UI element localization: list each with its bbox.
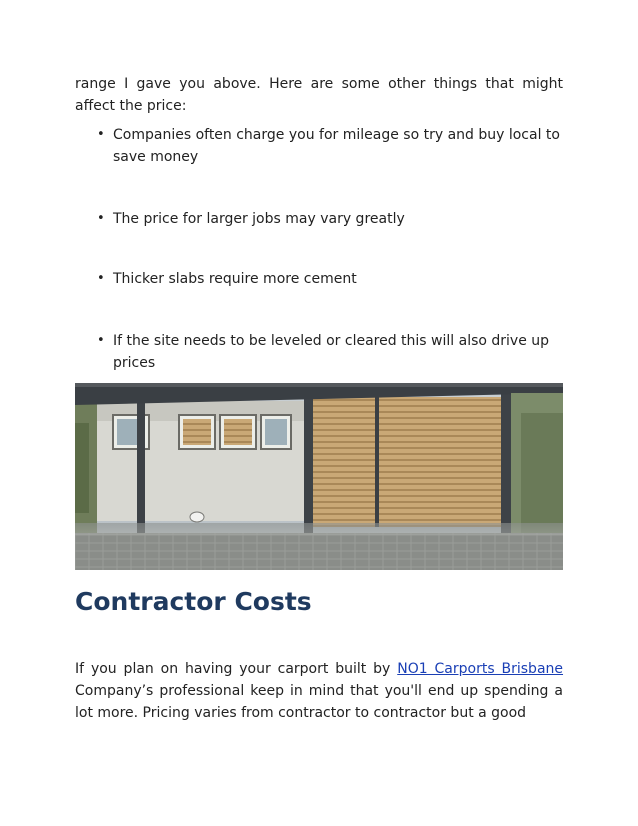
paragraph-text-before-link: If you plan on having your carport built by — [75, 661, 398, 677]
contractor-paragraph — [75, 658, 563, 724]
carports-brisbane-link[interactable]: NO1 Carports Brisbane — [397, 661, 564, 677]
carport-photo — [75, 383, 563, 570]
list-item — [75, 208, 563, 230]
intro-paragraph: range I gave you above. Here are some other things that might affect the price: — [75, 76, 563, 114]
bullet-icon: • — [97, 271, 105, 286]
list-item-text: Companies often charge you for mileage so try and buy local to save money — [113, 127, 560, 165]
list-item-text: If the site needs to be leveled or cleared this will also drive up prices — [113, 333, 550, 371]
list-item — [75, 124, 563, 168]
bullet-icon: • — [97, 127, 105, 142]
bullet-icon: • — [97, 211, 105, 226]
bullet-icon: • — [97, 333, 105, 348]
list-item-text: Thicker slabs require more cement — [113, 271, 357, 287]
list-item — [75, 330, 563, 374]
list-item — [75, 268, 563, 290]
paragraph-text-after-link: Company’s professional keep in mind that you'll end up spending a lot more. Pricing varies from contractor to contractor but a good — [75, 683, 563, 721]
list-item-text: The price for larger jobs may vary greatly — [113, 211, 405, 227]
section-heading: Contractor Costs — [75, 587, 312, 616]
